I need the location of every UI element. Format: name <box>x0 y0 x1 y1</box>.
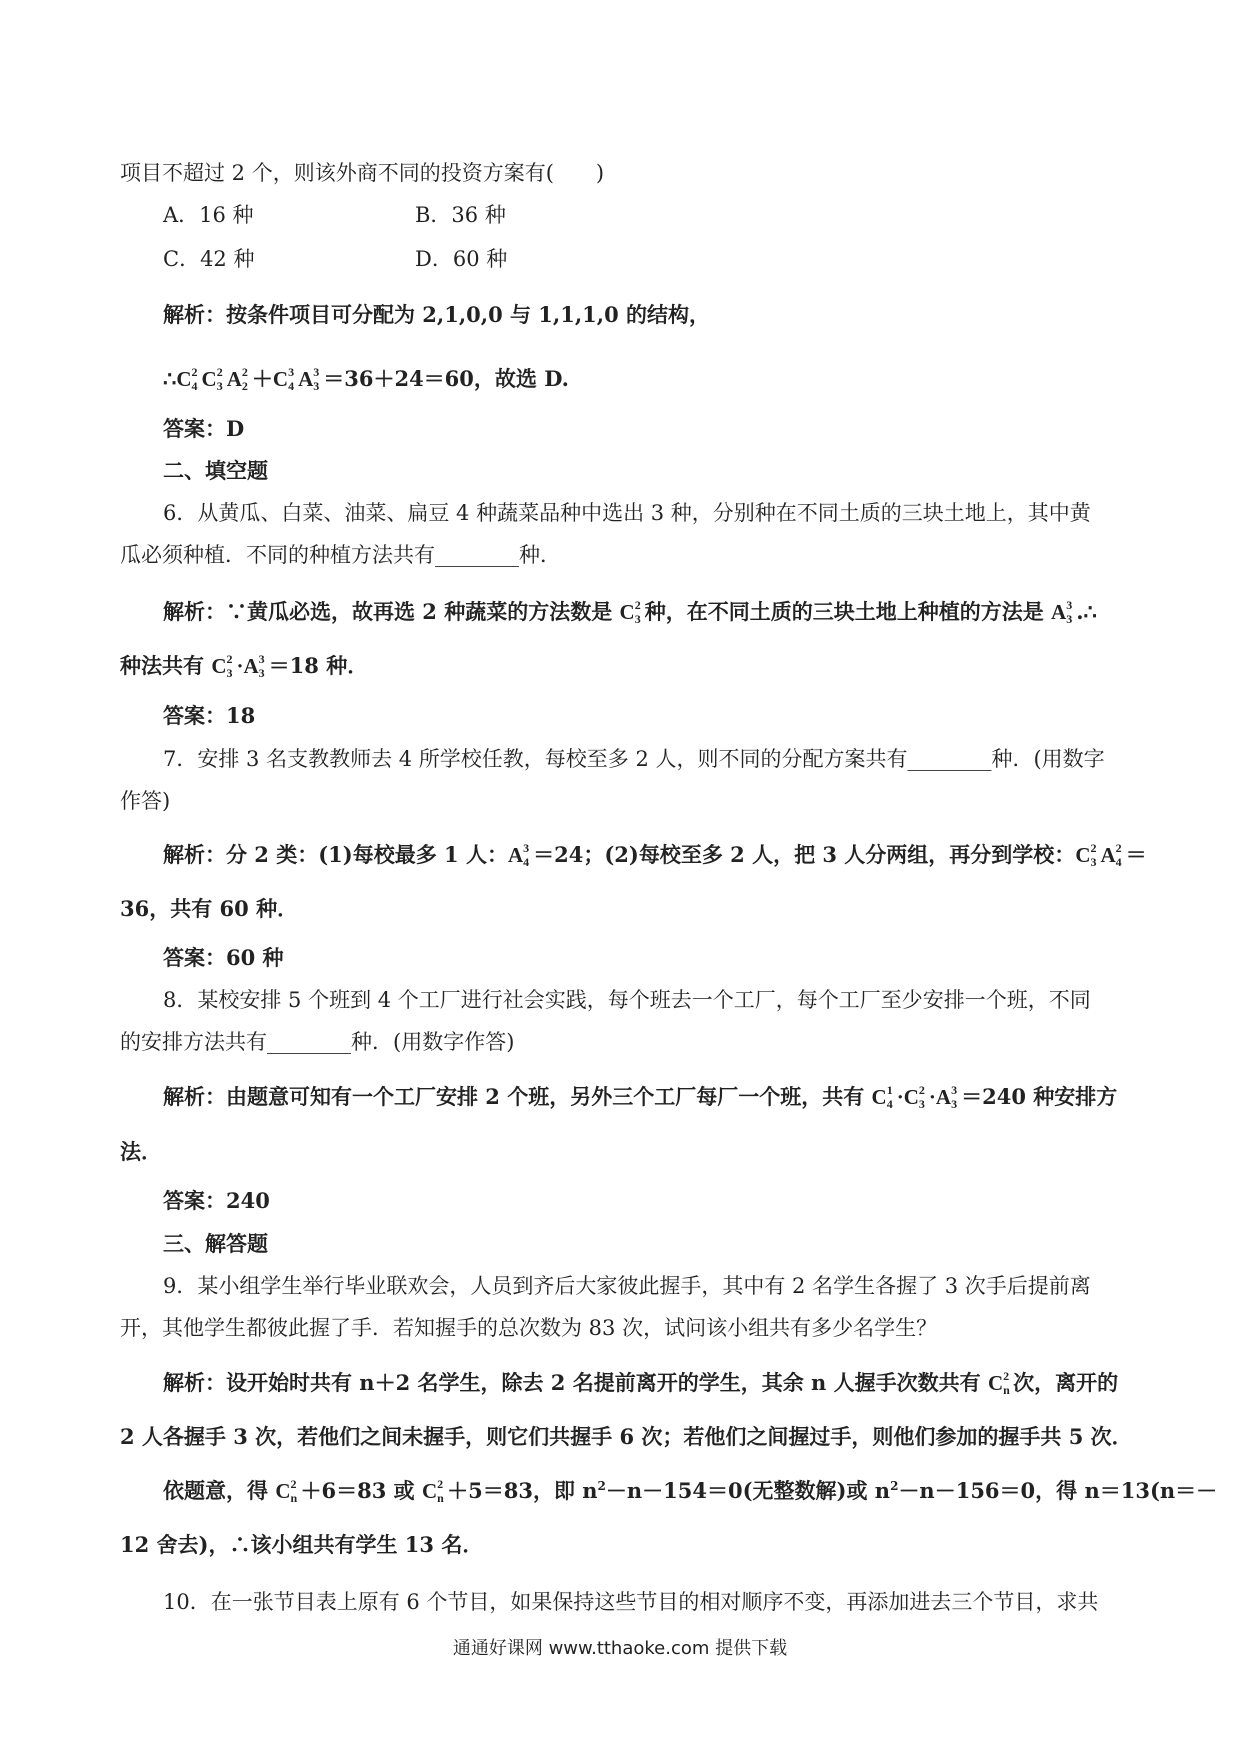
q8-line1: 8．某校安排 5 个班到 4 个工厂进行社会实践，每个班去一个工厂，每个工厂至少安排一个班，不同 <box>163 988 1091 1012</box>
q9-line2: 开，其他学生都彼此握了手．若知握手的总次数为 83 次，试问该小组共有多少名学生？ <box>120 1316 938 1340</box>
q9-solution-line4: 12 舍去)，∴该小组共有学生 13 名． <box>120 1532 484 1557</box>
formula-a43: A 3 4 <box>507 841 530 869</box>
q7-solution-line1: 解析：分 2 类：(1)每校最多 1 人：A 3 4 ＝24；(2)每校至多 2 人，把 3 人分两组，再分到学校：C 2 3 A 2 4 ＝ <box>163 841 1147 869</box>
section-answer-questions-heading: 三、解答题 <box>163 1231 268 1256</box>
formula-cn2: C 2 n <box>987 1369 1010 1397</box>
q8-answer: 答案：240 <box>163 1188 270 1213</box>
q6-answer: 答案：18 <box>163 703 256 728</box>
q5-option-b: B．36 种 <box>415 203 506 227</box>
q5-option-c: C．42 种 <box>163 247 255 271</box>
q5-question-continuation: 项目不超过 2 个，则该外商不同的投资方案有( ) <box>120 161 605 185</box>
formula-c42-c32-a22-c43-a33: C 2 4 C 2 3 A 2 2 ＋C 3 4 A 3 3 <box>176 365 320 393</box>
formula-c32-a42: C 2 3 A 2 4 <box>1075 841 1122 869</box>
formula-cn2-a: C 2 n <box>275 1477 298 1505</box>
q7-answer: 答案：60 种 <box>163 945 284 970</box>
q7-line2: 作答) <box>120 789 171 813</box>
q5-option-d: D．60 种 <box>415 247 508 271</box>
therefore-symbol: ∴ <box>163 366 177 391</box>
q5-solution-line2: ∴C 2 4 C 2 3 A 2 2 ＋C 3 4 A 3 3 ＝36＋24＝60，故选 D. <box>163 365 569 393</box>
q9-solution-line1: 解析：设开始时共有 n＋2 名学生，除去 2 名提前离开的学生，其余 n 人握手次数共有 C 2 n 次，离开的 <box>163 1369 1119 1397</box>
q8-solution-line2: 法． <box>120 1139 162 1164</box>
q7-line1: 7．安排 3 名支教教师去 4 所学校任教，每校至多 2 人，则不同的分配方案共有________种．(用数字 <box>163 747 1105 771</box>
section-fill-in-blank-heading: 二、填空题 <box>163 458 268 483</box>
formula-cn2-b: C 2 n <box>421 1477 444 1505</box>
q6-line2: 瓜必须种植．不同的种植方法共有________种． <box>120 543 561 567</box>
q9-solution-line3: 依题意，得 C 2 n ＋6＝83 或 C 2 n ＋5＝83，即 $n^2-n-154=0$(无整数解)或 $n^2-n-156=0$，得 n＝13(n＝－ <box>163 1477 1218 1505</box>
formula-a33: A 3 3 <box>1051 598 1073 626</box>
q5-option-a: A．16 种 <box>163 203 254 227</box>
formula-c32: C 2 3 <box>619 598 641 626</box>
formula-c32-a33: C 2 3 ·A 3 3 <box>211 652 265 680</box>
q7-solution-line2: 36，共有 60 种． <box>120 896 299 921</box>
q8-solution-line1: 解析：由题意可知有一个工厂安排 2 个班，另外三个工厂每厂一个班，共有 C 1 4 ·C 2 3 ·A 3 3 ＝240 种安排方 <box>163 1083 1118 1111</box>
q5-solution-line1: 解析：按条件项目可分配为 2,1,0,0 与 1,1,1,0 的结构， <box>163 302 711 327</box>
q6-line1: 6．从黄瓜、白菜、油菜、扁豆 4 种蔬菜品种中选出 3 种，分别种在不同土质的三块土地上，其中黄 <box>163 501 1091 525</box>
q6-solution-line1: 解析：∵黄瓜必选，故再选 2 种蔬菜的方法数是 C 2 3 种，在不同土质的三块土地上种植的方法是 A 3 3 .∴ <box>163 598 1097 626</box>
q5-answer: 答案：D <box>163 416 245 441</box>
q9-solution-line2: 2 人各握手 3 次，若他们之间未握手，则它们共握手 6 次；若他们之间握过手，则他们参加的握手共 5 次． <box>120 1424 1133 1449</box>
q10-line1: 10．在一张节目表上原有 6 个节目，如果保持这些节目的相对顺序不变，再添加进去三个节目，求共 <box>163 1590 1099 1614</box>
page-footer: 通通好课网 www.tthaoke.com 提供下载 <box>452 1638 788 1659</box>
q9-line1: 9．某小组学生举行毕业联欢会，人员到齐后大家彼此握手，其中有 2 名学生各握了 3 次手后提前离 <box>163 1274 1091 1298</box>
q6-solution-line2: 种法共有 C 2 3 ·A 3 3 ＝18 种． <box>120 652 369 680</box>
q8-line2: 的安排方法共有________种．(用数字作答) <box>120 1030 515 1054</box>
formula-c41-c52-a33: C 1 4 ·C 2 3 ·A 3 3 <box>871 1083 958 1111</box>
